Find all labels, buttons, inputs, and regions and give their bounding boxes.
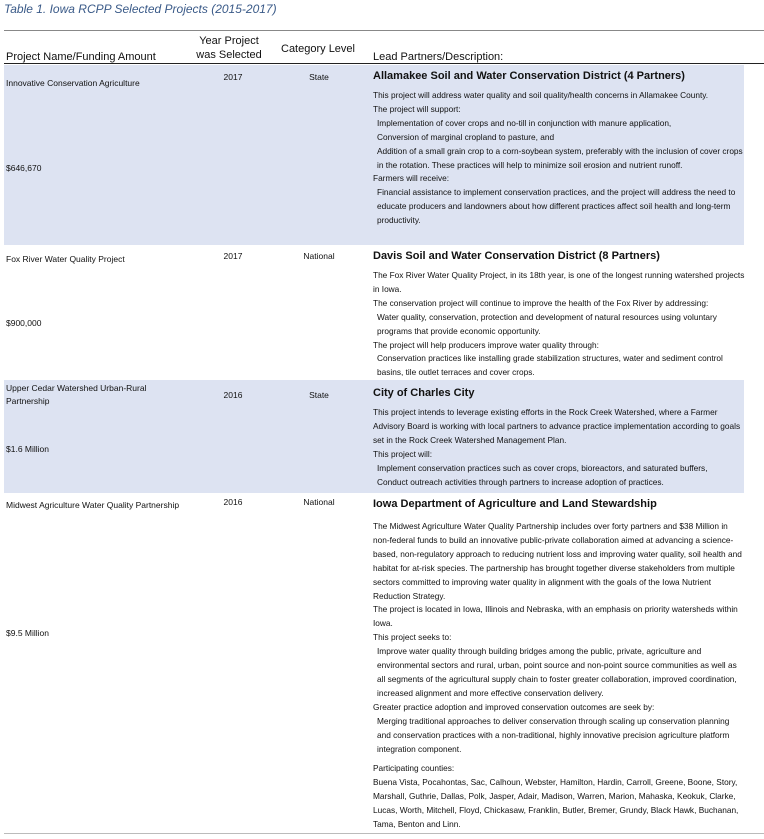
year-selected: 2016	[223, 497, 243, 507]
desc-line: This project will:	[373, 448, 433, 459]
funding-amount: $1.6 Million	[6, 444, 49, 454]
desc-line: Water quality, conservation, protection and development of natural resources using voluntary programs that provide economic opportunity.	[377, 311, 717, 336]
desc-line: Improve water quality through building bridges among the public, private, agriculture and environmental sectors and rural, urban, point source and non-point source communities as well as all segments of the agricultural supply chain to foster greater collaboration, improved coordination, increased alignment and more effective conservation delivery.	[377, 646, 737, 698]
table-row	[4, 65, 744, 245]
desc-line: Farmers will receive:	[373, 173, 450, 184]
header-category: Category Level	[281, 43, 355, 55]
desc-line: Greater practice adoption and improved conservation outcomes are seek by:	[373, 701, 655, 712]
year-selected: 2017	[223, 72, 243, 82]
desc-line: This project intends to leverage existing efforts in the Rock Creek Watershed, where a Farmer Advisory Board is working with local partners to advance practice implementation according to goals set in the Rock Creek Watershed Management Plan.	[373, 407, 741, 445]
desc-line: Merging traditional approaches to deliver conservation through scaling up conservation planning and conservation practices with a non-traditional, highly innovative precision agriculture platform integration component.	[377, 715, 730, 754]
project-name-line2: Partnership	[6, 396, 50, 406]
lead-partner: Davis Soil and Water Conservation District (8 Partners)	[373, 250, 660, 262]
funding-amount: $900,000	[6, 318, 42, 328]
lead-partner: Iowa Department of Agriculture and Land Stewardship	[373, 498, 657, 510]
desc-line: Participating counties:	[373, 763, 455, 774]
table-row	[4, 380, 744, 493]
desc-line: Conversion of marginal cropland to pasture, and	[377, 131, 555, 142]
desc-line: The Midwest Agriculture Water Quality Partnership includes over forty partners and $38 Million in non-federal funds to build an innovative public-private collaboration aimed at advancing a science-based, non-regulatory approach to reducing nutrient loss and improving water quality, soil health and habitat for at-risk species. The partnership has brought together diverse stakeholders from multiple sectors committed to improving water quality in alignment with the goals of the Iowa Nutrient Reduction Strategy.	[373, 521, 742, 601]
desc-line: Implementation of cover crops and no-till in conjunction with manure application,	[377, 117, 672, 128]
project-name: Fox River Water Quality Project	[6, 254, 125, 264]
funding-amount: $646,670	[6, 163, 42, 173]
desc-line: Financial assistance to implement conservation practices, and the project will address the need to educate producers and landowners about how different practices affect soil health and long-term productivity.	[377, 187, 736, 226]
table-caption: Table 1. Iowa RCPP Selected Projects (2015-2017)	[4, 2, 277, 16]
desc-line: Buena Vista, Pocahontas, Sac, Calhoun, Webster, Hamilton, Hardin, Carroll, Greene, Boone, Story, Marshall, Guthrie, Dallas, Polk, Jasper, Adair, Madison, Warren, Marion, Mahaska, Keokuk, Clarke, Lucas, Worth, Mitchell, Floyd, Chickasaw, Franklin, Butler, Bremer, Grundy, Black Hawk, Buchanan, Tama, Benton and Linn.	[373, 777, 739, 830]
category-level: National	[303, 251, 335, 261]
desc-line: Conduct outreach activities through partners to increase adoption of practices.	[377, 476, 664, 487]
desc-line: Addition of a small grain crop to a corn-soybean system, preferably with the inclusion of cover crops in the rotation. These practices will help to minimize soil erosion and nutrient runoff.	[377, 145, 743, 170]
desc-line: The Fox River Water Quality Project, in its 18th year, is one of the longest running watershed projects in Iowa.	[373, 270, 745, 294]
desc-line: Implement conservation practices such as cover crops, bioreactors, and saturated buffers,	[377, 462, 708, 473]
top-divider	[4, 30, 764, 31]
header-year	[196, 34, 262, 62]
header-year-line2: was Selected	[196, 49, 262, 61]
description	[373, 249, 745, 380]
desc-line: The project is located in Iowa, Illinois and Nebraska, with an emphasis on priority watersheds within Iowa.	[373, 604, 738, 629]
funding-amount: $9.5 Million	[6, 628, 49, 638]
project-name-line1: Upper Cedar Watershed Urban-Rural	[6, 383, 147, 393]
desc-line: The project will support:	[373, 103, 461, 114]
desc-line: This project will address water quality and soil quality/health concerns in Allamakee County.	[373, 90, 709, 100]
project-name: Midwest Agriculture Water Quality Partnership	[6, 500, 180, 510]
category-level: State	[309, 72, 329, 82]
desc-line: The project will help producers improve water quality through:	[373, 339, 599, 350]
desc-line: Conservation practices like installing grade stabilization structures, water and sediment control basins, tile outlet terraces and cover crops.	[377, 353, 723, 378]
desc-line: The conservation project will continue to improve the health of the Fox River by addressing:	[373, 297, 709, 308]
category-level: National	[303, 497, 335, 507]
bottom-divider	[4, 833, 764, 834]
lead-partner: City of Charles City	[373, 387, 475, 399]
header-project-name: Project Name/Funding Amount	[6, 51, 156, 63]
category-level: State	[309, 390, 329, 400]
desc-line: This project seeks to:	[373, 632, 452, 643]
header-year-line1: Year Project	[199, 35, 259, 47]
description	[373, 497, 745, 832]
table-row	[4, 493, 744, 833]
header-divider	[4, 63, 764, 64]
project-name	[6, 382, 196, 408]
project-name: Innovative Conservation Agriculture	[6, 78, 140, 88]
description	[373, 386, 745, 489]
header-description: Lead Partners/Description:	[373, 51, 504, 63]
lead-partner: Allamakee Soil and Water Conservation District (4 Partners)	[373, 70, 685, 82]
table-row	[4, 245, 744, 380]
year-selected: 2017	[223, 251, 243, 261]
description	[373, 69, 745, 228]
year-selected: 2016	[223, 390, 243, 400]
